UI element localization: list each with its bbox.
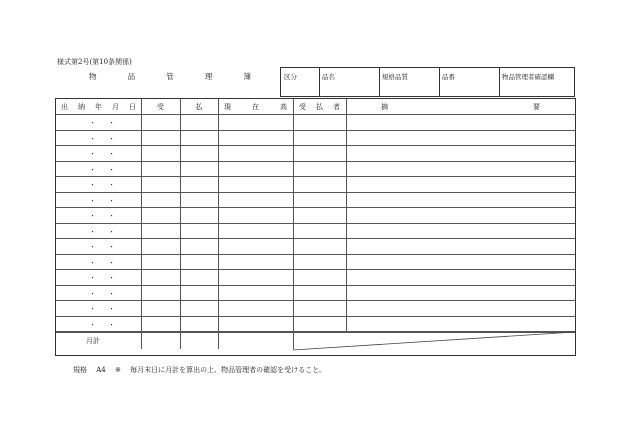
footnote (73, 365, 333, 375)
ledger-row[interactable] (56, 130, 575, 146)
header-field-2[interactable]: 規格品質 (382, 73, 408, 81)
col-header-balance-char: 現 (224, 102, 231, 111)
ledger-row[interactable] (56, 207, 575, 223)
header-divider (499, 68, 500, 96)
date-dot: ・ (89, 196, 96, 205)
date-dots (89, 165, 115, 175)
ledger-row[interactable] (56, 145, 575, 161)
date-dot: ・ (89, 305, 96, 313)
date-dots (89, 180, 115, 190)
ledger-title (55, 71, 281, 82)
col-header-balance-char: 高 (280, 102, 287, 111)
date-dot: ・ (108, 243, 115, 251)
ledger-title-area (55, 67, 281, 97)
col-header-remarks (346, 99, 575, 114)
col-header-date-char: 日 (129, 102, 136, 111)
ledger-row[interactable] (56, 238, 575, 254)
ledger-row[interactable] (56, 269, 575, 285)
date-dot: ・ (89, 212, 96, 220)
col-header-balance-char: 在 (252, 102, 259, 111)
header-field-3[interactable]: 品番 (442, 73, 455, 81)
date-dots (89, 134, 115, 144)
date-dots (89, 196, 115, 206)
date-dot: ・ (89, 289, 96, 298)
date-dot: ・ (89, 227, 96, 236)
monthly-total-label: 月計 (86, 337, 100, 345)
date-dot: ・ (108, 258, 115, 267)
date-dots (89, 149, 115, 159)
date-dots (89, 227, 115, 237)
date-dot: ・ (108, 181, 115, 189)
ledger-table (55, 98, 576, 356)
date-dot: ・ (108, 320, 115, 329)
footnote-text: 毎月末日に月計を算出の上、物品管理者の確認を受けること。 (130, 366, 327, 374)
date-dot: ・ (89, 274, 96, 282)
footnote-mark: ※ (114, 366, 121, 374)
ledger-row[interactable] (56, 285, 575, 301)
header-field-4[interactable]: 物品管理者確認欄 (502, 73, 554, 81)
date-dot: ・ (89, 243, 96, 251)
col-header-paid: 払 (195, 102, 203, 111)
date-dots (89, 289, 115, 299)
date-dot: ・ (108, 227, 115, 236)
date-dots (89, 118, 115, 128)
date-dot: ・ (89, 258, 96, 267)
ledger-row[interactable] (56, 316, 575, 332)
date-dot: ・ (89, 320, 96, 329)
total-diagonal-strike (293, 331, 575, 351)
date-dot: ・ (108, 119, 115, 127)
ledger-row[interactable] (56, 254, 575, 270)
col-header-remarks-char: 摘 (381, 102, 388, 111)
date-dot: ・ (89, 165, 96, 174)
col-header-remarks-char: 要 (533, 102, 540, 111)
date-dot: ・ (108, 305, 115, 313)
footnote-spec-label: 規格 (73, 366, 87, 374)
date-dots (89, 304, 115, 314)
col-header-date-char: 年 (95, 102, 102, 111)
ledger-row[interactable] (56, 192, 575, 208)
item-header-box (280, 67, 575, 97)
footnote-size: A4 (96, 366, 106, 374)
ledger-title-char: 簿 (243, 72, 251, 81)
date-dots (89, 273, 115, 283)
header-divider (319, 68, 320, 96)
date-dot: ・ (89, 181, 96, 189)
date-dots (89, 242, 115, 252)
ledger-title-char: 品 (127, 72, 136, 81)
col-header-party-char: 受 (299, 102, 306, 111)
col-header-party-char: 払 (316, 102, 323, 111)
ledger-row[interactable] (56, 161, 575, 177)
ledger-row[interactable] (56, 300, 575, 316)
col-header-party (293, 99, 346, 114)
ledger-row[interactable] (56, 223, 575, 239)
ledger-title-char: 理 (204, 72, 213, 81)
date-dots (89, 320, 115, 330)
ledger-title-char: 物 (89, 72, 97, 81)
col-header-date-char: 納 (78, 102, 85, 111)
ledger-title-char: 管 (166, 72, 174, 81)
diagonal-line (293, 332, 575, 350)
date-dot: ・ (89, 119, 96, 127)
header-divider (379, 68, 380, 96)
date-dot: ・ (89, 134, 96, 143)
form-number-label: 様式第2号(第10条関係) (57, 58, 132, 66)
date-dot: ・ (108, 274, 115, 282)
date-dot: ・ (108, 165, 115, 174)
header-field-0[interactable]: 区分 (284, 73, 297, 81)
date-dot: ・ (108, 289, 115, 298)
date-dot: ・ (108, 196, 115, 205)
col-header-date (56, 99, 141, 114)
header-field-1[interactable]: 品名 (322, 73, 335, 81)
header-divider (439, 68, 440, 96)
date-dot: ・ (108, 134, 115, 143)
date-dots (89, 211, 115, 221)
col-header-date-char: 月 (112, 102, 119, 111)
col-header-balance (218, 99, 293, 114)
date-dot: ・ (89, 150, 96, 158)
date-dot: ・ (108, 212, 115, 220)
date-dot: ・ (108, 150, 115, 158)
col-header-received: 受 (157, 102, 164, 111)
ledger-row[interactable] (56, 114, 575, 130)
ledger-row[interactable] (56, 176, 575, 192)
col-header-date-char: 出 (61, 102, 68, 111)
date-dots (89, 258, 115, 268)
col-header-party-char: 者 (333, 102, 340, 111)
